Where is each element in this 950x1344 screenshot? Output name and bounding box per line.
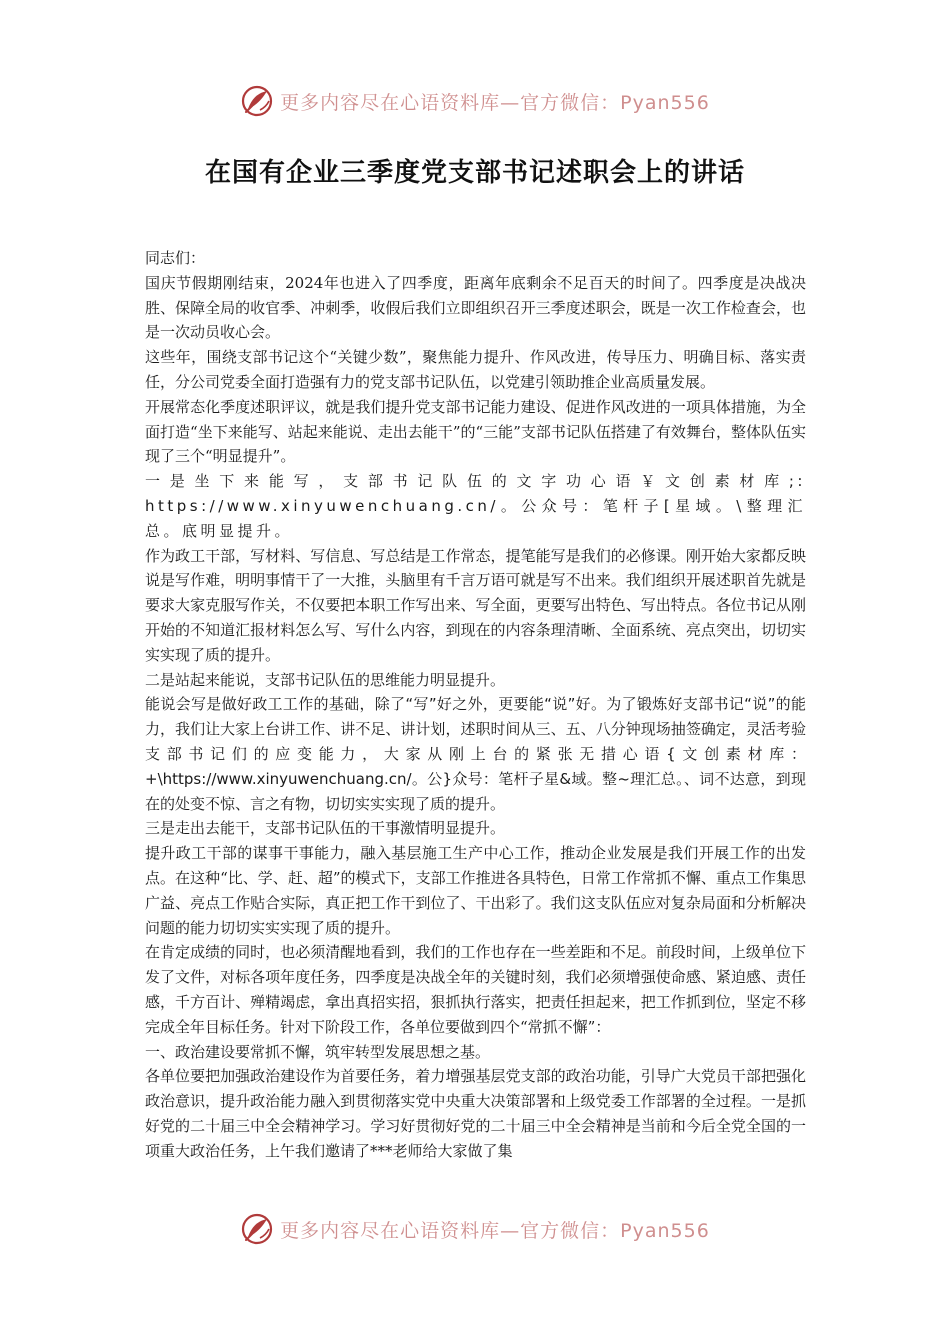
section-heading-speak: 二是站起来能说，支部书记队伍的思维能力明显提升。 bbox=[145, 670, 506, 689]
section-heading-act: 三是走出去能干，支部书记队伍的干事激情明显提升。 bbox=[145, 819, 506, 838]
body-paragraph: 这些年，围绕支部书记这个“关键少数”，聚焦能力提升、作风改进，传导压力、明确目标、落实责任，分公司党委全面打造强有力的党支部书记队伍，以党建引领助推企业高质量发展。 bbox=[145, 348, 806, 391]
section-heading-politics: 一、政治建设要常抓不懈，筑牢转型发展思想之基。 bbox=[145, 1042, 491, 1061]
document-body bbox=[145, 246, 806, 1163]
section-heading-write: 一是坐下来能写，支部书记队伍的文字功心语￥文创素材库;: https://www.xinyuwenchuang.cn/。公众号：笔杆子[星域。\整理汇总。底明显提升。 bbox=[145, 472, 806, 540]
body-paragraph: 国庆节假期刚结束，2024年也进入了四季度，距离年底剩余不足百天的时间了。四季度是决战决胜、保障全局的收官季、冲刺季，收假后我们立即组织召开三季度述职会，既是一次工作检查会，也是一次动员收心会。 bbox=[145, 273, 806, 342]
body-paragraph: 各单位要把加强政治建设作为首要任务，着力增强基层党支部的政治功能，引导广大党员干部把强化政治意识，提升政治能力融入到贯彻落实党中央重大决策部署和上级党委工作部署的全过程。一是抓好党的二十届三中全会精神学习。学习好贯彻好党的二十届三中全会精神是当前和今后全党全国的一项重大政治任务，上午我们邀请了***老师给大家做了集 bbox=[145, 1067, 806, 1160]
body-paragraph: 能说会写是做好政工工作的基础，除了“写”好之外，更要能“说”好。为了锻炼好支部书记“说”的能力，我们让大家上台讲工作、讲不足、讲计划，述职时间从三、五、八分钟现场抽签确定，灵活考验支部书记们的应变能力，大家从刚上台的紧张无措心语{文创素材库：+\https://www.xinyuwenchuang.cn/。公}众号：笔杆子星&域。整~理汇总。、词不达意，到现在的处变不惊、言之有物，切切实实实现了质的提升。 bbox=[145, 695, 806, 813]
pen-nib-logo-icon bbox=[240, 84, 274, 118]
document-title: 在国有企业三季度党支部书记述职会上的讲话 bbox=[204, 158, 745, 188]
pen-nib-logo-icon bbox=[240, 1212, 274, 1246]
salutation: 同志们： bbox=[145, 249, 206, 267]
body-paragraph: 开展常态化季度述职评议，就是我们提升党支部书记能力建设、促进作风改进的一项具体措施，为全面打造“坐下来能写、站起来能说、走出去能干”的“三能”支部书记队伍搭建了有效舞台，整体队伍实现了三个“明显提升”。 bbox=[145, 397, 806, 466]
watermark-text: 更多内容尽在心语资料库—官方微信：Pyan556 bbox=[280, 1219, 710, 1242]
body-paragraph: 在肯定成绩的同时，也必须清醒地看到，我们的工作也存在一些差距和不足。前段时间，上级单位下发了文件，对标各项年度任务，四季度是决战全年的关键时刻，我们必须增强使命感、紧迫感、责任感，千方百计、殚精竭虑，拿出真招实招，狠抓执行落实，把责任担起来，把工作抓到位，坚定不移完成全年目标任务。针对下阶段工作，各单位要做到四个“常抓不懈”： bbox=[145, 943, 806, 1036]
footer-watermark-banner bbox=[0, 1212, 950, 1246]
body-paragraph: 提升政工干部的谋事干事能力，融入基层施工生产中心工作，推动企业发展是我们开展工作的出发点。在这种“比、学、赶、超”的模式下，支部工作推进各具特色，日常工作常抓不懈、重点工作集思广益、亮点工作贴合实际，真正把工作干到位了、干出彩了。我们这支队伍应对复杂局面和分析解决问题的能力切切实实实现了质的提升。 bbox=[145, 844, 806, 937]
watermark-text: 更多内容尽在心语资料库—官方微信：Pyan556 bbox=[280, 91, 710, 114]
body-paragraph: 作为政工干部，写材料、写信息、写总结是工作常态，提笔能写是我们的必修课。刚开始大家都反映说是写作难，明明事情干了一大推，头脑里有千言万语可就是写不出来。我们组织开展述职首先就是要求大家克服写作关，不仅要把本职工作写出来、写全面，更要写出特色、写出特点。各位书记从刚开始的不知道汇报材料怎么写、写什么内容，到现在的内容条理清晰、全面系统、亮点突出，切切实实实现了质的提升。 bbox=[145, 546, 806, 664]
header-watermark-banner bbox=[0, 84, 950, 118]
